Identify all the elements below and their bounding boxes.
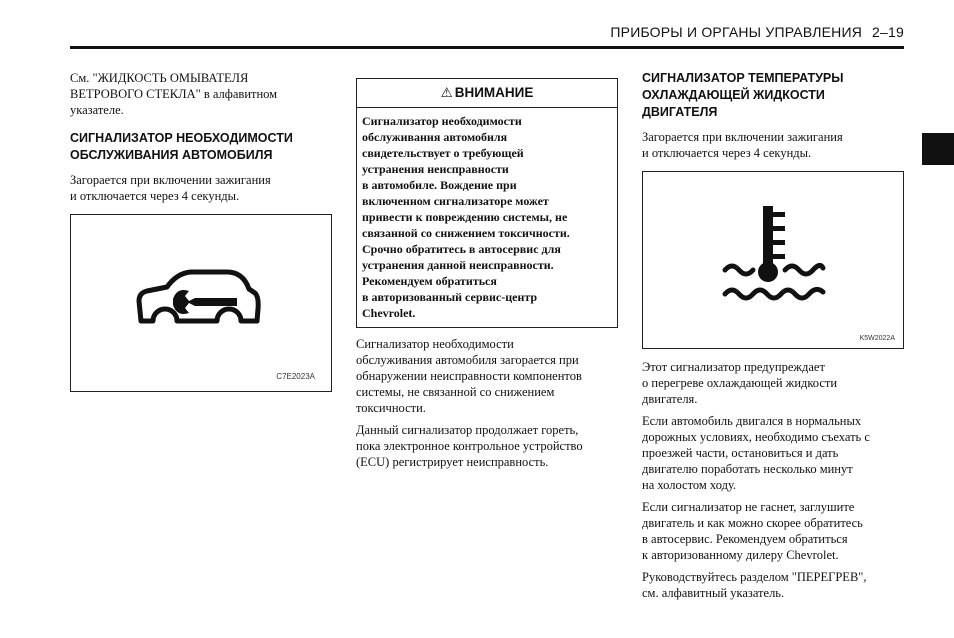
service-indicator-heading: СИГНАЛИЗАТОР НЕОБХОДИМОСТИ ОБСЛУЖИВАНИЯ АВТОМОБИЛЯ — [70, 131, 293, 162]
coolant-indicator-text: Загорается при включении зажигания и отключается через 4 секунды. — [642, 130, 843, 160]
column-right — [642, 70, 904, 607]
intro-paragraph: См. "ЖИДКОСТЬ ОМЫВАТЕЛЯ ВЕТРОВОГО СТЕКЛА" в алфавитном указателе. — [70, 71, 278, 117]
section-title: ПРИБОРЫ И ОРГАНЫ УПРАВЛЕНИЯ — [610, 24, 863, 40]
warning-title: ВНИМАНИЕ — [454, 85, 534, 100]
paragraph: Если сигнализатор не гаснет, заглушите двигатель и как можно скорее обратитесь в автосервис. Рекомендуем обратиться к авторизованному дилеру Chevrolet. — [642, 500, 863, 562]
header-rule — [70, 46, 904, 49]
car-wrench-icon — [133, 263, 263, 333]
page-header — [610, 24, 904, 40]
warning-triangle-icon: ⚠ — [440, 85, 453, 100]
paragraph: Данный сигнализатор продолжает гореть, пока электронное контрольное устройство (ECU) регистрирует неисправность. — [356, 423, 583, 469]
paragraph: Сигнализатор необходимости обслуживания автомобиля загорается при обнаружении неисправности компонентов системы, не связанной со снижением токсичности. — [356, 337, 582, 415]
service-indicator-text: Загорается при включении зажигания и отключается через 4 секунды. — [70, 173, 271, 203]
coolant-temperature-icon — [719, 202, 829, 312]
page-number: 2–19 — [872, 24, 904, 40]
column-middle — [356, 70, 618, 476]
figure-code: K5W2022A — [859, 335, 895, 342]
warning-body: Сигнализатор необходимости обслуживания автомобиля свидетельствует о требующей устранения неисправности в автомобиле. Вождение при включенном сигнализаторе может привести к повреждению системы, не связанной со снижением токсичности. Срочно обратитесь в автосервис для устранения данной неисправности. Рекомендуем обратиться в авторизованный сервис-центр Chevrolet. — [362, 114, 570, 320]
figure-code: C7E2023A — [276, 372, 315, 381]
column-left — [70, 70, 332, 392]
service-indicator-figure — [70, 214, 332, 392]
paragraph: Если автомобиль двигался в нормальных дорожных условиях, необходимо съехать с проезжей части, остановиться и дать двигателю поработать несколько минут на холостом ходу. — [642, 414, 870, 492]
warning-box — [356, 78, 618, 328]
paragraph: Этот сигнализатор предупреждает о перегреве охлаждающей жидкости двигателя. — [642, 360, 838, 406]
warning-header — [357, 79, 617, 108]
coolant-indicator-figure — [642, 171, 904, 349]
section-tab-marker — [922, 133, 954, 165]
paragraph: Руководствуйтесь разделом "ПЕРЕГРЕВ", см. алфавитный указатель. — [642, 570, 867, 600]
coolant-indicator-heading: СИГНАЛИЗАТОР ТЕМПЕРАТУРЫ ОХЛАЖДАЮЩЕЙ ЖИДКОСТИ ДВИГАТЕЛЯ — [642, 71, 844, 119]
